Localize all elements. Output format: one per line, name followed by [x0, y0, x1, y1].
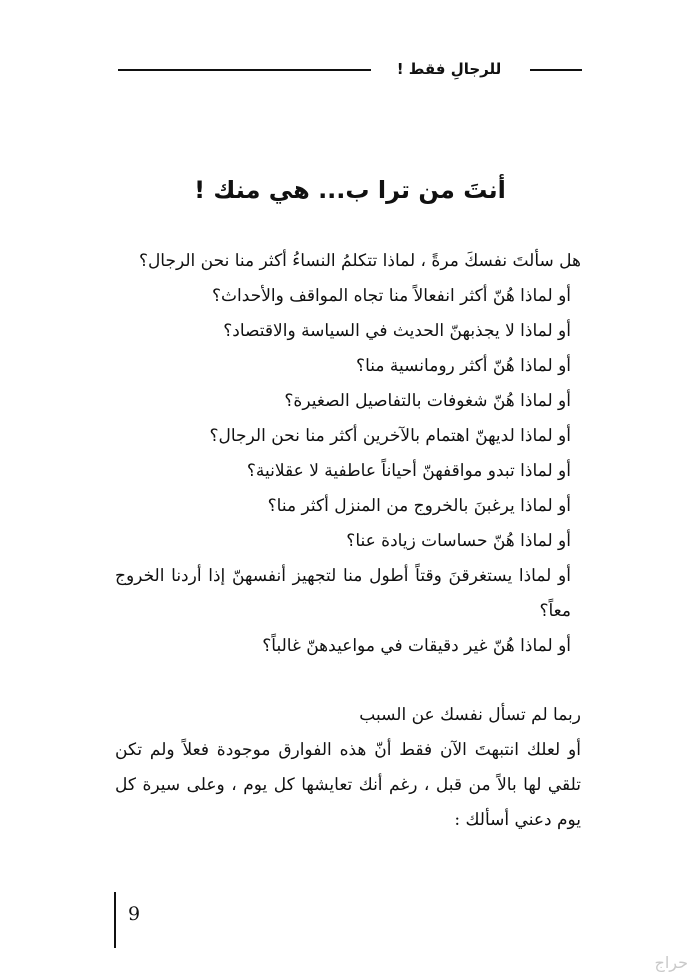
paragraph: أو لماذا لديهنّ اهتمام بالآخرين أكثر منا نحن الرجال؟	[209, 426, 571, 446]
paragraph: أو لماذا هُنّ حساسات زيادة عنا؟	[346, 531, 571, 551]
paragraph: أو لماذا لا يجذبهنّ الحديث في السياسة والاقتصاد؟	[223, 321, 571, 341]
body-text	[115, 244, 581, 838]
paragraph-gap	[115, 664, 581, 698]
chapter-title: أنتَ من ترا ب... هي منك !	[194, 176, 506, 204]
header-rule-short	[530, 69, 582, 71]
paragraph: أو لماذا هُنّ شغوفات بالتفاصيل الصغيرة؟	[284, 391, 571, 411]
paragraph: ربما لم تسأل نفسك عن السبب	[359, 705, 581, 725]
paragraph: أو لماذا هُنّ غير دقيقات في مواعيدهنّ غالباً؟	[262, 636, 571, 656]
running-title: للرجالِ فقط !	[396, 60, 502, 78]
footer-rule	[114, 892, 116, 948]
running-header	[118, 58, 582, 82]
paragraph: أو لماذا تبدو مواقفهنّ أحياناً عاطفية لا عقلانية؟	[246, 461, 571, 481]
paragraph: هل سألتَ نفسكَ مرةً ، لماذا تتكلمُ النساءُ أكثر منا نحن الرجال؟	[138, 251, 581, 271]
paragraph: أو لماذا هُنّ أكثر انفعالاً منا تجاه المواقف والأحداث؟	[212, 286, 571, 306]
page-number: 9	[128, 903, 141, 925]
paragraph: أو لماذا يرغبنَ بالخروج من المنزل أكثر منا؟	[267, 496, 571, 516]
paragraph: أو لماذا هُنّ أكثر رومانسية منا؟	[356, 356, 571, 376]
paragraph: أو لماذا يستغرقنَ وقتاً أطول منا لتجهيز أنفسهنّ إذا أردنا الخروج معاً؟	[115, 566, 571, 621]
paragraph: أو لعلك انتبهتَ الآن فقط أنّ هذه الفوارق موجودة فعلاً ولم تكن تلقي لها بالاً من قبل ، رغم أنك تعايشها كل يوم ، وعلى سيرة كل يوم دعني أسألك :	[115, 740, 581, 830]
header-rule-long	[118, 69, 371, 71]
watermark: حراج	[654, 953, 688, 972]
